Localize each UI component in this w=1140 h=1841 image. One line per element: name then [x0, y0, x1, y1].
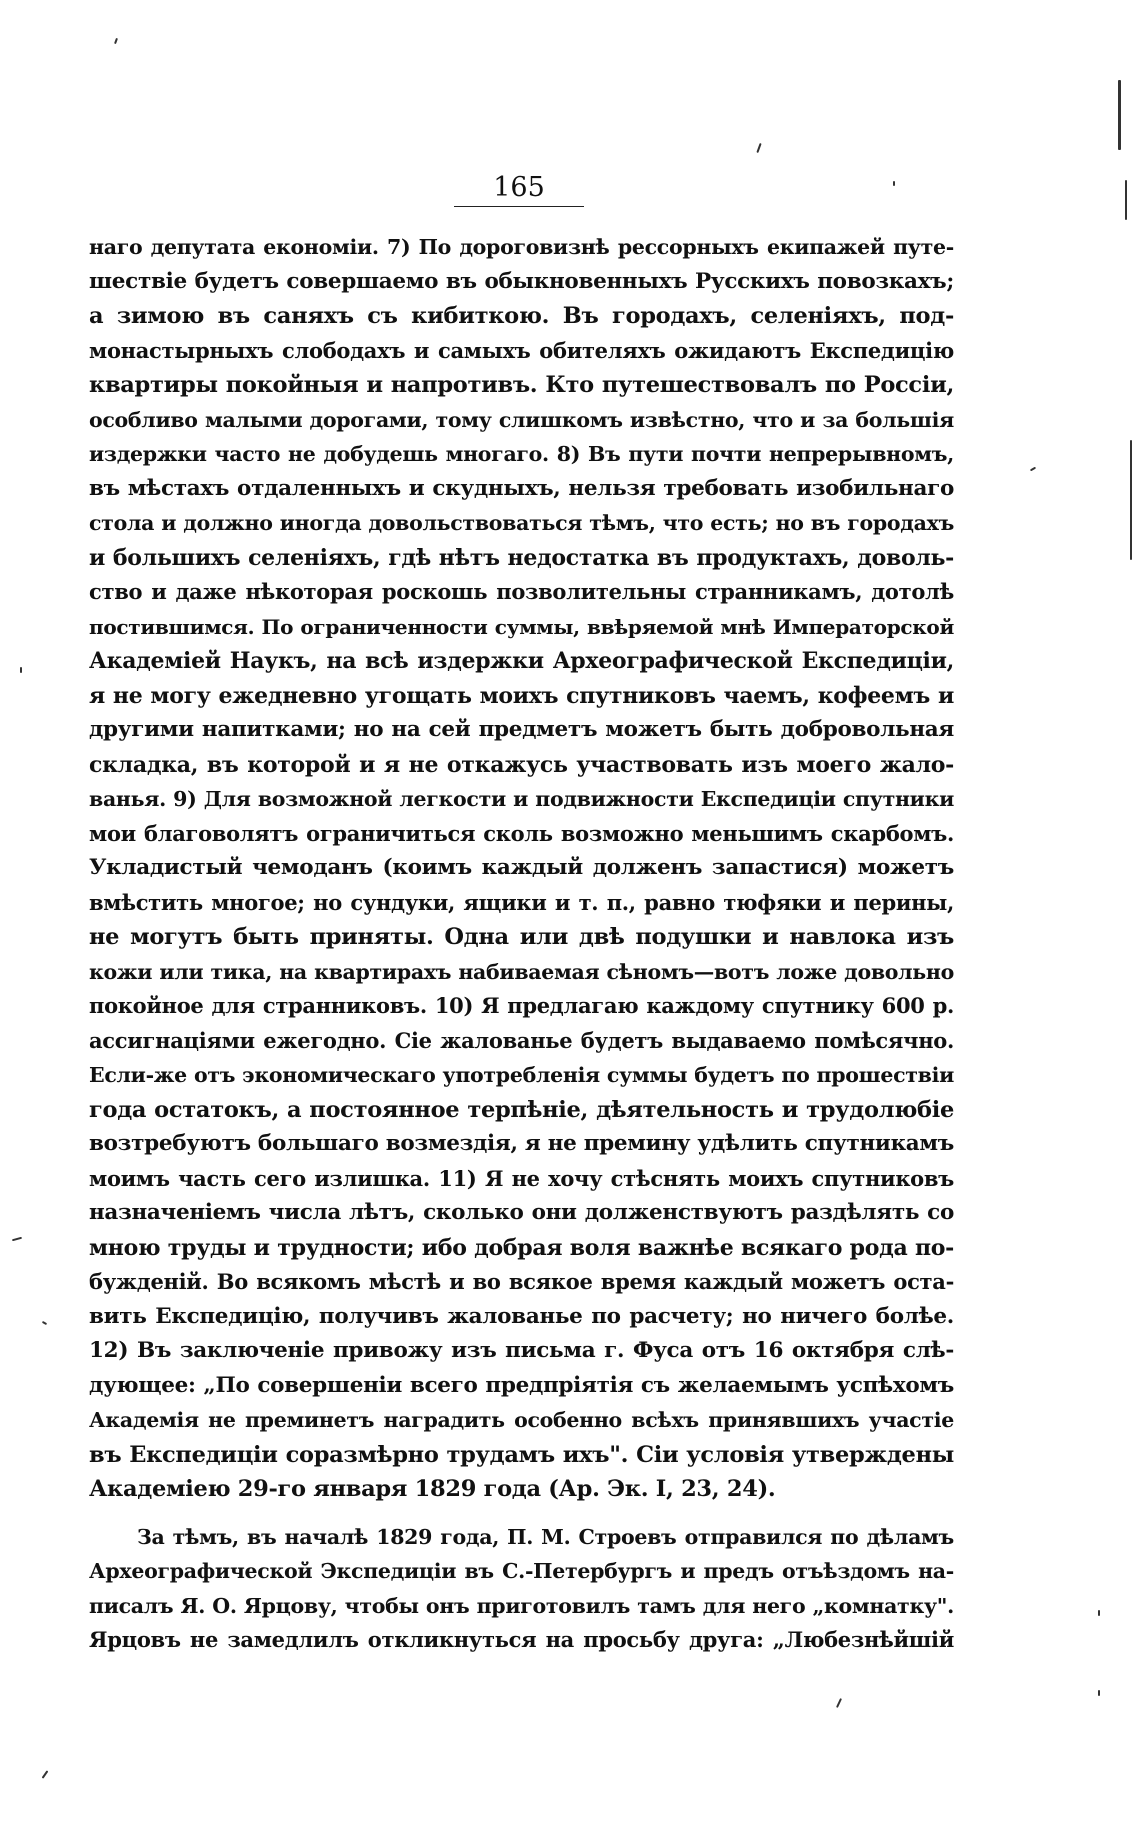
- text-line: наго депутата економіи. 7) По дороговизнѣ рессорныхъ екипажей путе-: [89, 235, 954, 259]
- text-line: вмѣстить многое; но сундуки, ящики и т. п., равно тюфяки и перины,: [89, 889, 954, 915]
- text-line: постившимся. По ограниченности суммы, ввѣряемой мнѣ Императорской: [89, 614, 954, 639]
- text-line: мною труды и трудности; ибо добрая воля важнѣе всякаго рода по-: [89, 1234, 954, 1261]
- text-line: квартиры покойныя и напротивъ. Кто путешествовалъ по Россіи,: [89, 372, 954, 398]
- text-line: другими напитками; но на сей предметъ можетъ быть добровольная: [89, 717, 954, 742]
- text-line: Академія не преминетъ наградить особенно всѣхъ принявшихъ участіе: [89, 1408, 954, 1432]
- text-line: дующее: „По совершеніи всего предпріятія съ желаемымъ успѣхомъ: [89, 1372, 954, 1398]
- text-line: шествіе будетъ совершаемо въ обыкновенныхъ Русскихъ повозкахъ;: [89, 268, 954, 294]
- scan-speck: [1130, 440, 1132, 560]
- text-line: не могутъ быть приняты. Одна или двѣ подушки и навлока изъ: [89, 924, 954, 950]
- scan-speck: [893, 181, 895, 186]
- text-line: покойное для странниковъ. 10) Я предлагаю каждому спутнику 600 р.: [89, 993, 954, 1018]
- text-line: бужденій. Во всякомъ мѣстѣ и во всякое время каждый можетъ оста-: [89, 1269, 954, 1294]
- scan-speck: [1098, 1610, 1100, 1616]
- text-line: ванья. 9) Для возможной легкости и подвижности Експедиціи спутники: [89, 787, 954, 811]
- text-line: а зимою въ саняхъ съ кибиткою. Въ городахъ, селеніяхъ, под-: [89, 303, 954, 329]
- text-line: мои благоволятъ ограничиться сколь возможно меньшимъ скарбомъ.: [89, 820, 954, 846]
- header-rule: [454, 206, 584, 207]
- text-line: моимъ часть сего излишка. 11) Я не хочу стѣснять моихъ спутниковъ: [89, 1165, 954, 1191]
- scan-speck: [836, 1698, 842, 1708]
- scan-speck: [42, 1770, 49, 1779]
- scan-speck: [1125, 180, 1127, 220]
- text-line: особливо малыми дорогами, тому слишкомъ извѣстно, что и за большія: [89, 407, 954, 432]
- body-text: [89, 230, 954, 1658]
- text-line: кожи или тика, на квартирахъ набиваемая сѣномъ—вотъ ложе довольно: [89, 959, 954, 984]
- text-line: складка, въ которой и я не откажусь участвовать изъ моего жало-: [89, 751, 954, 778]
- text-line: 12) Въ заключеніе привожу изъ письма г. Фуса отъ 16 октября слѣ-: [89, 1338, 954, 1363]
- text-line: и большихъ селеніяхъ, гдѣ нѣтъ недостатка въ продуктахъ, доволь-: [89, 544, 954, 571]
- text-line: Ярцовъ не замедлилъ откликнуться на просьбу друга: „Любезнѣйшій: [89, 1627, 954, 1652]
- text-line: издержки часто не добудешь многаго. 8) Въ пути почти непрерывномъ,: [89, 442, 954, 466]
- text-line: возтребуютъ большаго возмездія, я не премину удѣлить спутникамъ: [89, 1131, 954, 1156]
- scan-speck: [114, 38, 118, 44]
- text-line: Археографической Экспедиціи въ С.-Петербургъ и предъ отъѣздомъ на-: [89, 1559, 954, 1583]
- text-line: назначеніемъ числа лѣтъ, сколько они долженствуютъ раздѣлять со: [89, 1200, 954, 1225]
- text-line: въ мѣстахъ отдаленныхъ и скудныхъ, нельзя требовать изобильнаго: [89, 475, 954, 501]
- scan-speck: [42, 1321, 47, 1325]
- paragraph-start-line: За тѣмъ, въ началѣ 1829 года, П. М. Строевъ отправился по дѣламъ: [137, 1524, 954, 1549]
- text-line: года остатокъ, а постоянное терпѣніе, дѣятельность и трудолюбіе: [89, 1096, 954, 1123]
- text-line: Если-же отъ экономическаго употребленія суммы будетъ по прошествіи: [89, 1063, 954, 1087]
- text-line: Укладистый чемоданъ (коимъ каждый долженъ запастися) можетъ: [89, 855, 954, 880]
- text-line: писалъ Я. О. Ярцову, чтобы онъ приготовилъ тамъ для него „комнатку".: [89, 1593, 954, 1618]
- text-line: монастырныхъ слободахъ и самыхъ обителяхъ ожидаютъ Експедицію: [89, 337, 954, 363]
- scan-speck: [1118, 80, 1121, 150]
- text-line: вить Експедицію, получивъ жалованье по расчету; но ничего болѣе.: [89, 1303, 954, 1329]
- scan-speck: [1030, 467, 1036, 472]
- scan-speck: [12, 1237, 22, 1242]
- scan-speck: [20, 667, 22, 673]
- text-line: я не могу ежедневно угощать моихъ спутниковъ чаемъ, кофеемъ и: [89, 682, 954, 709]
- text-line: ассигнаціями ежегодно. Сіе жалованье будетъ выдаваемо помѣсячно.: [89, 1027, 954, 1053]
- scan-speck: [1098, 1690, 1100, 1696]
- text-line: ство и даже нѣкоторая роскошь позволительны странникамъ, дотолѣ: [89, 579, 954, 604]
- page-number: 165: [493, 172, 545, 203]
- scan-speck: [756, 143, 761, 153]
- paragraph-end-line: Академіею 29-го января 1829 года (Ар. Эк. I, 23, 24).: [89, 1476, 776, 1502]
- text-line: въ Експедиціи соразмѣрно трудамъ ихъ". Сіи условія утверждены: [89, 1441, 954, 1468]
- text-line: стола и должно иногда довольствоваться тѣмъ, что есть; но въ городахъ: [89, 511, 954, 535]
- text-line: Академіей Наукъ, на всѣ издержки Археографической Експедиціи,: [89, 648, 954, 674]
